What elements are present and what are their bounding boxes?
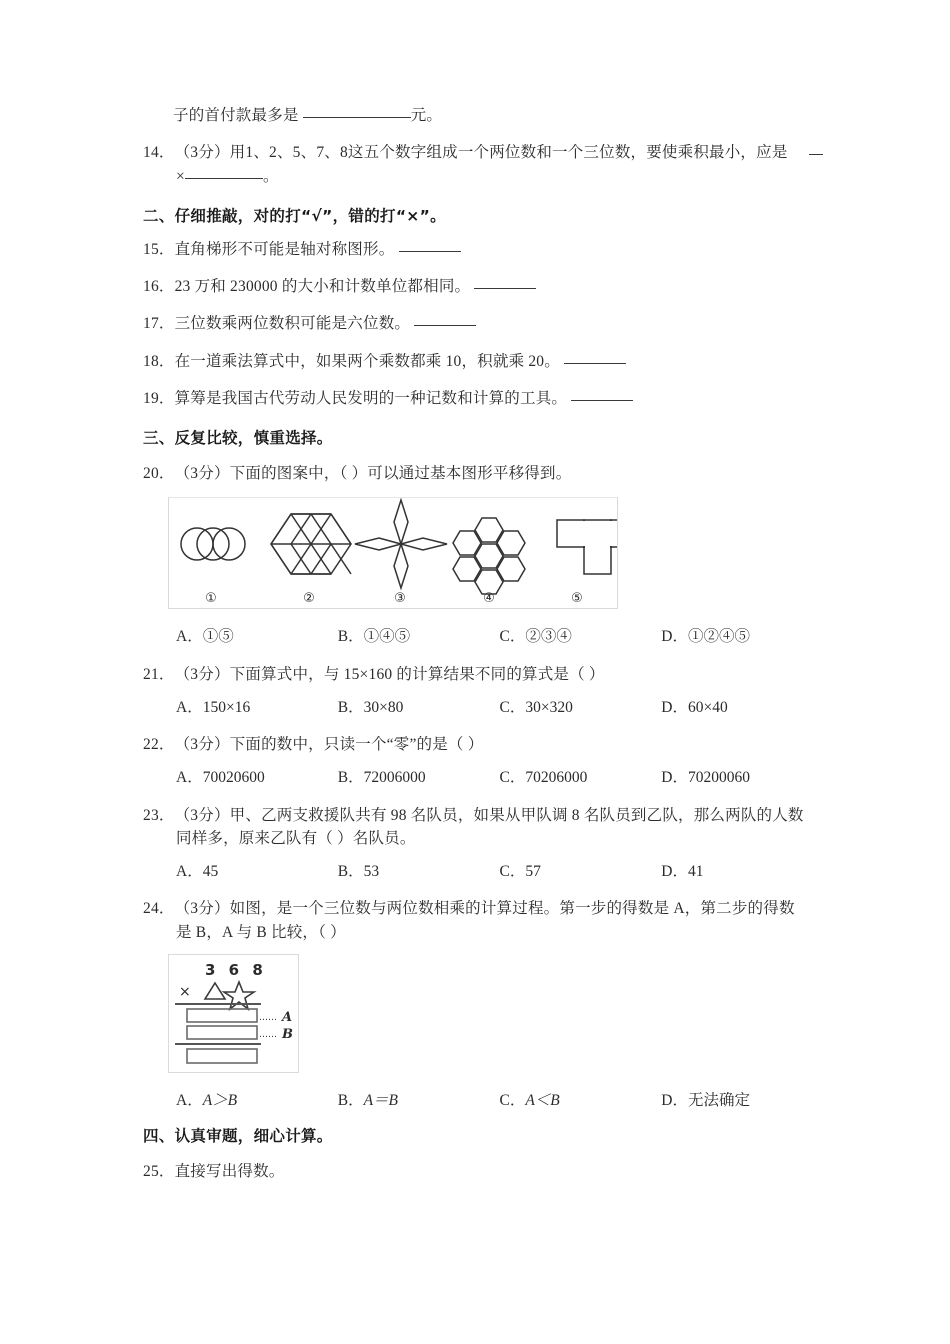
q24-option-c-value: A＜B	[525, 1091, 560, 1109]
q22-number: 22．	[143, 736, 175, 753]
q17-body	[175, 312, 823, 335]
q17-number: 17．	[143, 315, 175, 333]
question-18	[143, 350, 823, 373]
q22-option-d-label: D．	[661, 769, 688, 787]
q21-option-b[interactable]	[338, 696, 500, 719]
q21-option-a-value: 150×16	[202, 698, 251, 716]
q22-option-a[interactable]	[176, 766, 338, 789]
q20-option-d-label: D．	[661, 628, 688, 646]
q23-marks: （3分）	[174, 806, 230, 824]
q16-answer-blank[interactable]	[474, 288, 536, 289]
partial-product-a-box	[187, 1009, 257, 1022]
q24-option-b-label: B．	[337, 1091, 364, 1109]
q24-figure	[168, 954, 299, 1073]
q21-option-c[interactable]	[500, 696, 662, 719]
q21-option-d-value: 60×40	[687, 698, 728, 716]
q21-option-d[interactable]	[661, 696, 823, 719]
q24-option-a-label: A．	[176, 1091, 203, 1109]
q24-option-b[interactable]	[338, 1089, 500, 1112]
partial-product-b-box	[187, 1026, 257, 1039]
q14-blank-2[interactable]	[185, 178, 263, 179]
section-heading-four: 四、认真审题，细心计算。	[143, 1127, 333, 1145]
q15-text: 直角梯形不可能是轴对称图形。	[174, 240, 395, 258]
q23-text-line2: 同样多，原来乙队有（ ）名队员。	[176, 829, 416, 847]
q19-answer-blank[interactable]	[571, 400, 633, 401]
question-14-line2	[143, 165, 823, 188]
q20-option-d-value: ①②④⑤	[687, 628, 750, 646]
q17-text: 三位数乘两位数积可能是六位数。	[174, 315, 411, 333]
q20-option-c-value: ②③④	[525, 628, 572, 646]
q23-option-d-label: D．	[661, 863, 688, 880]
q24-marks: （3分）	[174, 900, 230, 918]
q22-option-a-label: A．	[176, 769, 203, 787]
q20-option-d[interactable]	[661, 625, 823, 648]
question-22	[143, 733, 823, 756]
q23-option-a-value: 45	[202, 863, 219, 880]
question-24-line2	[143, 921, 823, 944]
q23-option-b[interactable]	[338, 860, 500, 883]
q24-label-a: A	[282, 1009, 293, 1025]
q20-caption-4: ④	[483, 591, 495, 607]
q19-number: 19．	[143, 389, 175, 407]
q25-number: 25．	[143, 1163, 175, 1180]
q18-text: 在一道乘法算式中，如果两个乘数都乘 10，积就乘 20。	[174, 352, 560, 370]
q24-operator: ×	[179, 983, 191, 1000]
q21-option-b-value: 30×80	[363, 698, 404, 716]
q24-multiplicand: 3 6 8	[205, 960, 267, 979]
question-25	[143, 1160, 823, 1183]
q24-options	[143, 1089, 823, 1112]
shape-triangle-hexagon	[271, 514, 351, 574]
q20-caption-3: ③	[394, 591, 406, 607]
q21-option-b-label: B．	[337, 698, 364, 716]
q22-option-c-label: C．	[499, 769, 526, 787]
q22-option-b-value: 72006000	[363, 769, 426, 787]
q20-option-b[interactable]	[338, 625, 500, 648]
question-23	[143, 804, 823, 827]
q14-operator: ×	[176, 167, 185, 185]
carryover-unit: 元。	[410, 107, 443, 124]
q19-text: 算筹是我国古代劳动人民发明的一种记数和计算的工具。	[174, 389, 568, 407]
q18-number: 18．	[143, 352, 175, 370]
q19-body	[175, 387, 823, 410]
q20-option-a[interactable]	[176, 625, 338, 648]
q22-option-a-value: 70020600	[202, 769, 265, 787]
q20-caption-5: ⑤	[571, 591, 583, 607]
q22-option-b-label: B．	[337, 769, 364, 787]
q20-option-a-value: ①⑤	[202, 628, 234, 646]
q21-option-a[interactable]	[176, 696, 338, 719]
q22-option-d-value: 70200060	[687, 769, 750, 787]
question-23-line2	[143, 827, 823, 850]
question-17	[143, 312, 823, 335]
q23-text-line1: 甲、乙两支救援队共有 98 名队员，如果从甲队调 8 名队员到乙队，那么两队的人数	[229, 806, 804, 824]
q21-option-a-label: A．	[176, 698, 203, 716]
q22-option-b[interactable]	[338, 766, 500, 789]
shape-four-petal-flower	[355, 500, 447, 588]
q20-options	[143, 625, 823, 648]
q24-option-c[interactable]	[500, 1089, 662, 1112]
q20-option-c[interactable]	[500, 625, 662, 648]
q21-option-c-label: C．	[499, 698, 526, 716]
q22-marks: （3分）	[174, 736, 230, 753]
q24-option-b-value: A＝B	[363, 1091, 399, 1109]
q20-option-b-value: ①④⑤	[363, 628, 411, 646]
q14-marks: （3分）	[174, 144, 230, 162]
q16-body	[175, 275, 823, 298]
q21-option-d-label: D．	[661, 698, 688, 716]
q22-options	[143, 766, 823, 789]
q21-number: 21．	[143, 665, 175, 683]
q23-option-a[interactable]	[176, 860, 338, 883]
q24-option-a[interactable]	[176, 1089, 338, 1112]
q15-answer-blank[interactable]	[399, 251, 461, 252]
q24-option-d-label: D．	[661, 1091, 688, 1109]
q22-option-c-value: 70206000	[525, 769, 588, 787]
q16-text: 23 万和 230000 的大小和计数单位都相同。	[174, 278, 471, 295]
q15-number: 15．	[143, 240, 175, 258]
question-16	[143, 275, 823, 298]
q24-option-d-value: 无法确定	[687, 1091, 750, 1109]
q23-options	[143, 860, 823, 883]
q21-text: 下面算式中，与 15×160 的计算结果不同的算式是（ ）	[229, 665, 605, 683]
q24-option-c-label: C．	[499, 1091, 526, 1109]
q20-option-c-label: C．	[499, 628, 526, 646]
q17-answer-blank[interactable]	[414, 325, 476, 326]
q24-option-d[interactable]	[661, 1089, 823, 1112]
triangle-symbol	[205, 983, 225, 999]
q20-caption-2: ②	[303, 591, 315, 607]
q23-option-d[interactable]	[661, 860, 823, 883]
q24-label-b: B	[282, 1026, 293, 1042]
q23-option-c[interactable]	[500, 860, 662, 883]
q20-figure	[168, 497, 618, 609]
q23-option-d-value: 41	[687, 863, 704, 880]
q24-option-a-value: A＞B	[202, 1091, 238, 1109]
q24-text-line1: 如图，是一个三位数与两位数相乘的计算过程。第一步的得数是 A，第二步的得数	[229, 900, 795, 918]
section-heading-two: 二、仔细推敲，对的打“√”，错的打“×”。	[143, 206, 446, 225]
q18-answer-blank[interactable]	[564, 363, 626, 364]
question-14	[143, 141, 823, 164]
q21-options	[143, 696, 823, 719]
q23-option-b-label: B．	[337, 863, 364, 880]
q20-text: 下面的图案中，（ ）可以通过基本图形平移得到。	[229, 465, 572, 482]
carryover-line	[143, 104, 823, 127]
q23-option-c-value: 57	[525, 863, 541, 880]
shape-three-circles	[181, 528, 245, 560]
q23-option-a-label: A．	[176, 863, 203, 880]
q21-marks: （3分）	[174, 665, 230, 683]
q15-body	[175, 238, 823, 261]
answer-blank[interactable]	[303, 117, 411, 118]
question-20	[143, 462, 823, 485]
section-heading-three: 三、反复比较，慎重选择。	[143, 429, 333, 447]
q20-option-b-label: B．	[337, 628, 364, 646]
q14-text: 用1、2、5、7、8这五个数字组成一个两位数和一个三位数，要使乘积最小，应是	[229, 144, 788, 162]
q20-number: 20．	[143, 465, 175, 482]
q21-option-c-value: 30×320	[525, 698, 573, 716]
q23-number: 23．	[143, 806, 175, 824]
shape-honeycomb	[453, 518, 525, 594]
q24-text-line2: 是 B，A 与 B 比较，（ ）	[176, 923, 346, 941]
q24-dots-a: ……	[259, 1012, 277, 1023]
page-content	[143, 104, 823, 1183]
q22-option-d[interactable]	[661, 766, 823, 789]
q24-number: 24．	[143, 900, 175, 918]
question-19	[143, 387, 823, 410]
question-15	[143, 238, 823, 261]
q24-dots-b: ……	[259, 1029, 277, 1040]
question-21	[143, 663, 823, 686]
q23-option-b-value: 53	[363, 863, 380, 880]
q14-end: 。	[262, 167, 279, 185]
q20-option-a-label: A．	[176, 628, 203, 646]
q20-caption-1: ①	[205, 591, 217, 607]
q16-number: 16．	[143, 278, 175, 295]
q22-text: 下面的数中，只读一个“零”的是（ ）	[229, 736, 484, 753]
q25-text: 直接写出得数。	[174, 1163, 285, 1180]
q14-blank-1[interactable]	[809, 154, 823, 155]
q24-figure-svg	[169, 955, 298, 1072]
q20-marks: （3分）	[174, 465, 230, 482]
question-24	[143, 897, 823, 920]
q14-number: 14．	[143, 144, 175, 162]
q22-option-c[interactable]	[500, 766, 662, 789]
final-product-box	[187, 1049, 257, 1063]
q18-body	[175, 350, 823, 373]
carryover-text: 子的首付款最多是	[173, 107, 299, 124]
q23-option-c-label: C．	[499, 863, 526, 880]
